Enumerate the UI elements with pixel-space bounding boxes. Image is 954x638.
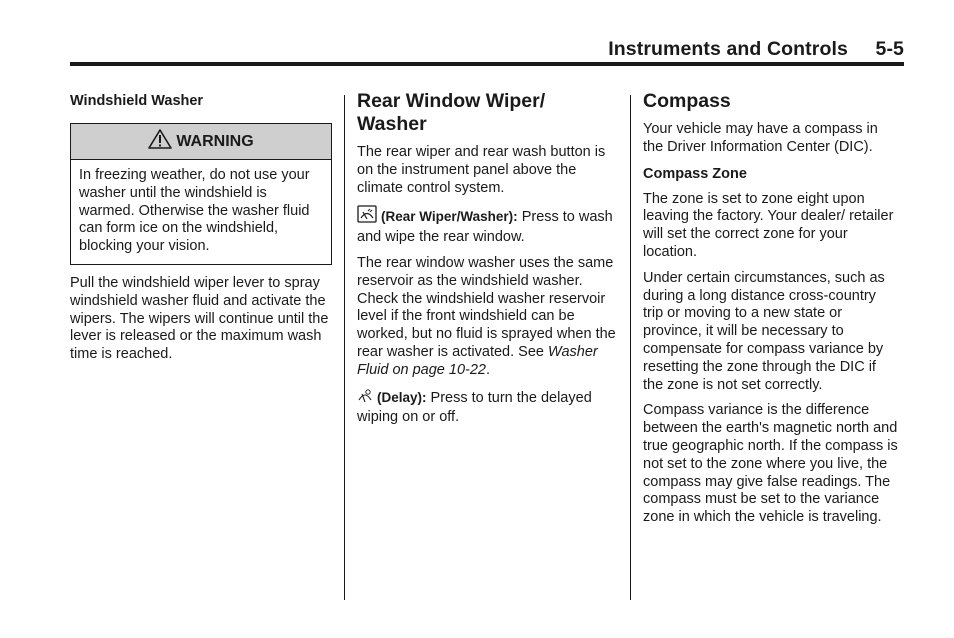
rear-wiper-washer-icon (357, 205, 377, 229)
windshield-washer-heading: Windshield Washer (70, 93, 204, 109)
rear-wiper-heading: Rear Window Wiper/ Washer (357, 90, 546, 135)
warning-triangle-icon (148, 129, 172, 154)
delay-control (357, 388, 619, 428)
page-header (70, 36, 904, 64)
warning-header (71, 124, 331, 160)
compass-heading: Compass (643, 90, 731, 112)
compass-intro: Your vehicle may have a compass in the Driver Information Center (DIC). (643, 121, 878, 155)
column-divider-1 (344, 95, 345, 600)
compass-variance-reset: Under certain circumstances, such as during a long distance cross-country trip or moving to a new state or province, it will be necessary to compensate for compass variance by resetting the zone through the DIC if the zone is not set correctly. (643, 269, 885, 393)
column-rear-wiper (357, 90, 619, 427)
warning-text: In freezing weather, do not use your washer until the windshield is warmed. Otherwise the washer fluid can form ice on the windshield, blocking your vision. (79, 167, 310, 255)
rear-washer-end: . (486, 361, 491, 378)
delay-text: Press to turn the delayed wiping on or off. (357, 389, 592, 426)
delay-label: (Delay): (377, 389, 427, 405)
warning-body (71, 160, 331, 264)
column-divider-2 (630, 95, 631, 600)
rear-washer-paragraph (357, 255, 619, 380)
compass-zone-text: The zone is set to zone eight upon leaving the factory. Your dealer/ retailer will set the correct zone for your location. (643, 190, 894, 260)
rear-wiper-label: (Rear Wiper/Washer): (381, 209, 518, 225)
washer-fluid-reference[interactable]: Washer Fluid on page 10‑22 (357, 343, 598, 378)
windshield-washer-body: Pull the windshield wiper lever to spray windshield washer fluid and activate the wipers. The wipers will continue until the lever is released or the maximum wash time is reached. (70, 274, 329, 363)
column-compass (643, 90, 899, 527)
compass-variance-definition: Compass variance is the difference between the earth's magnetic north and true geographic north. If the compass is not set to the zone where you live, the compass may give false readings. The compass must be set to the variance zone in which the vehicle is traveling. (643, 402, 898, 526)
rear-wiper-text: Press to wash and wipe the rear window. (357, 209, 613, 246)
header-rule (70, 62, 904, 66)
section-and-page-number: Instruments and Controls 5-5 (608, 38, 904, 60)
rear-wiper-intro: The rear wiper and rear wash button is on the instrument panel above the climate control system. (357, 144, 606, 196)
compass-zone-heading: Compass Zone (643, 165, 747, 182)
column-windshield-washer (70, 90, 332, 364)
rear-washer-text: The rear window washer uses the same reservoir as the windshield washer. Check the windshield washer reservoir level if the front windshield can be worked, but no fluid is sprayed when the rear washer is activated. See (357, 254, 616, 360)
rear-wiper-control (357, 205, 619, 247)
warning-label: WARNING (176, 132, 254, 150)
warning-box (70, 123, 332, 265)
delay-wiper-icon (357, 388, 373, 410)
